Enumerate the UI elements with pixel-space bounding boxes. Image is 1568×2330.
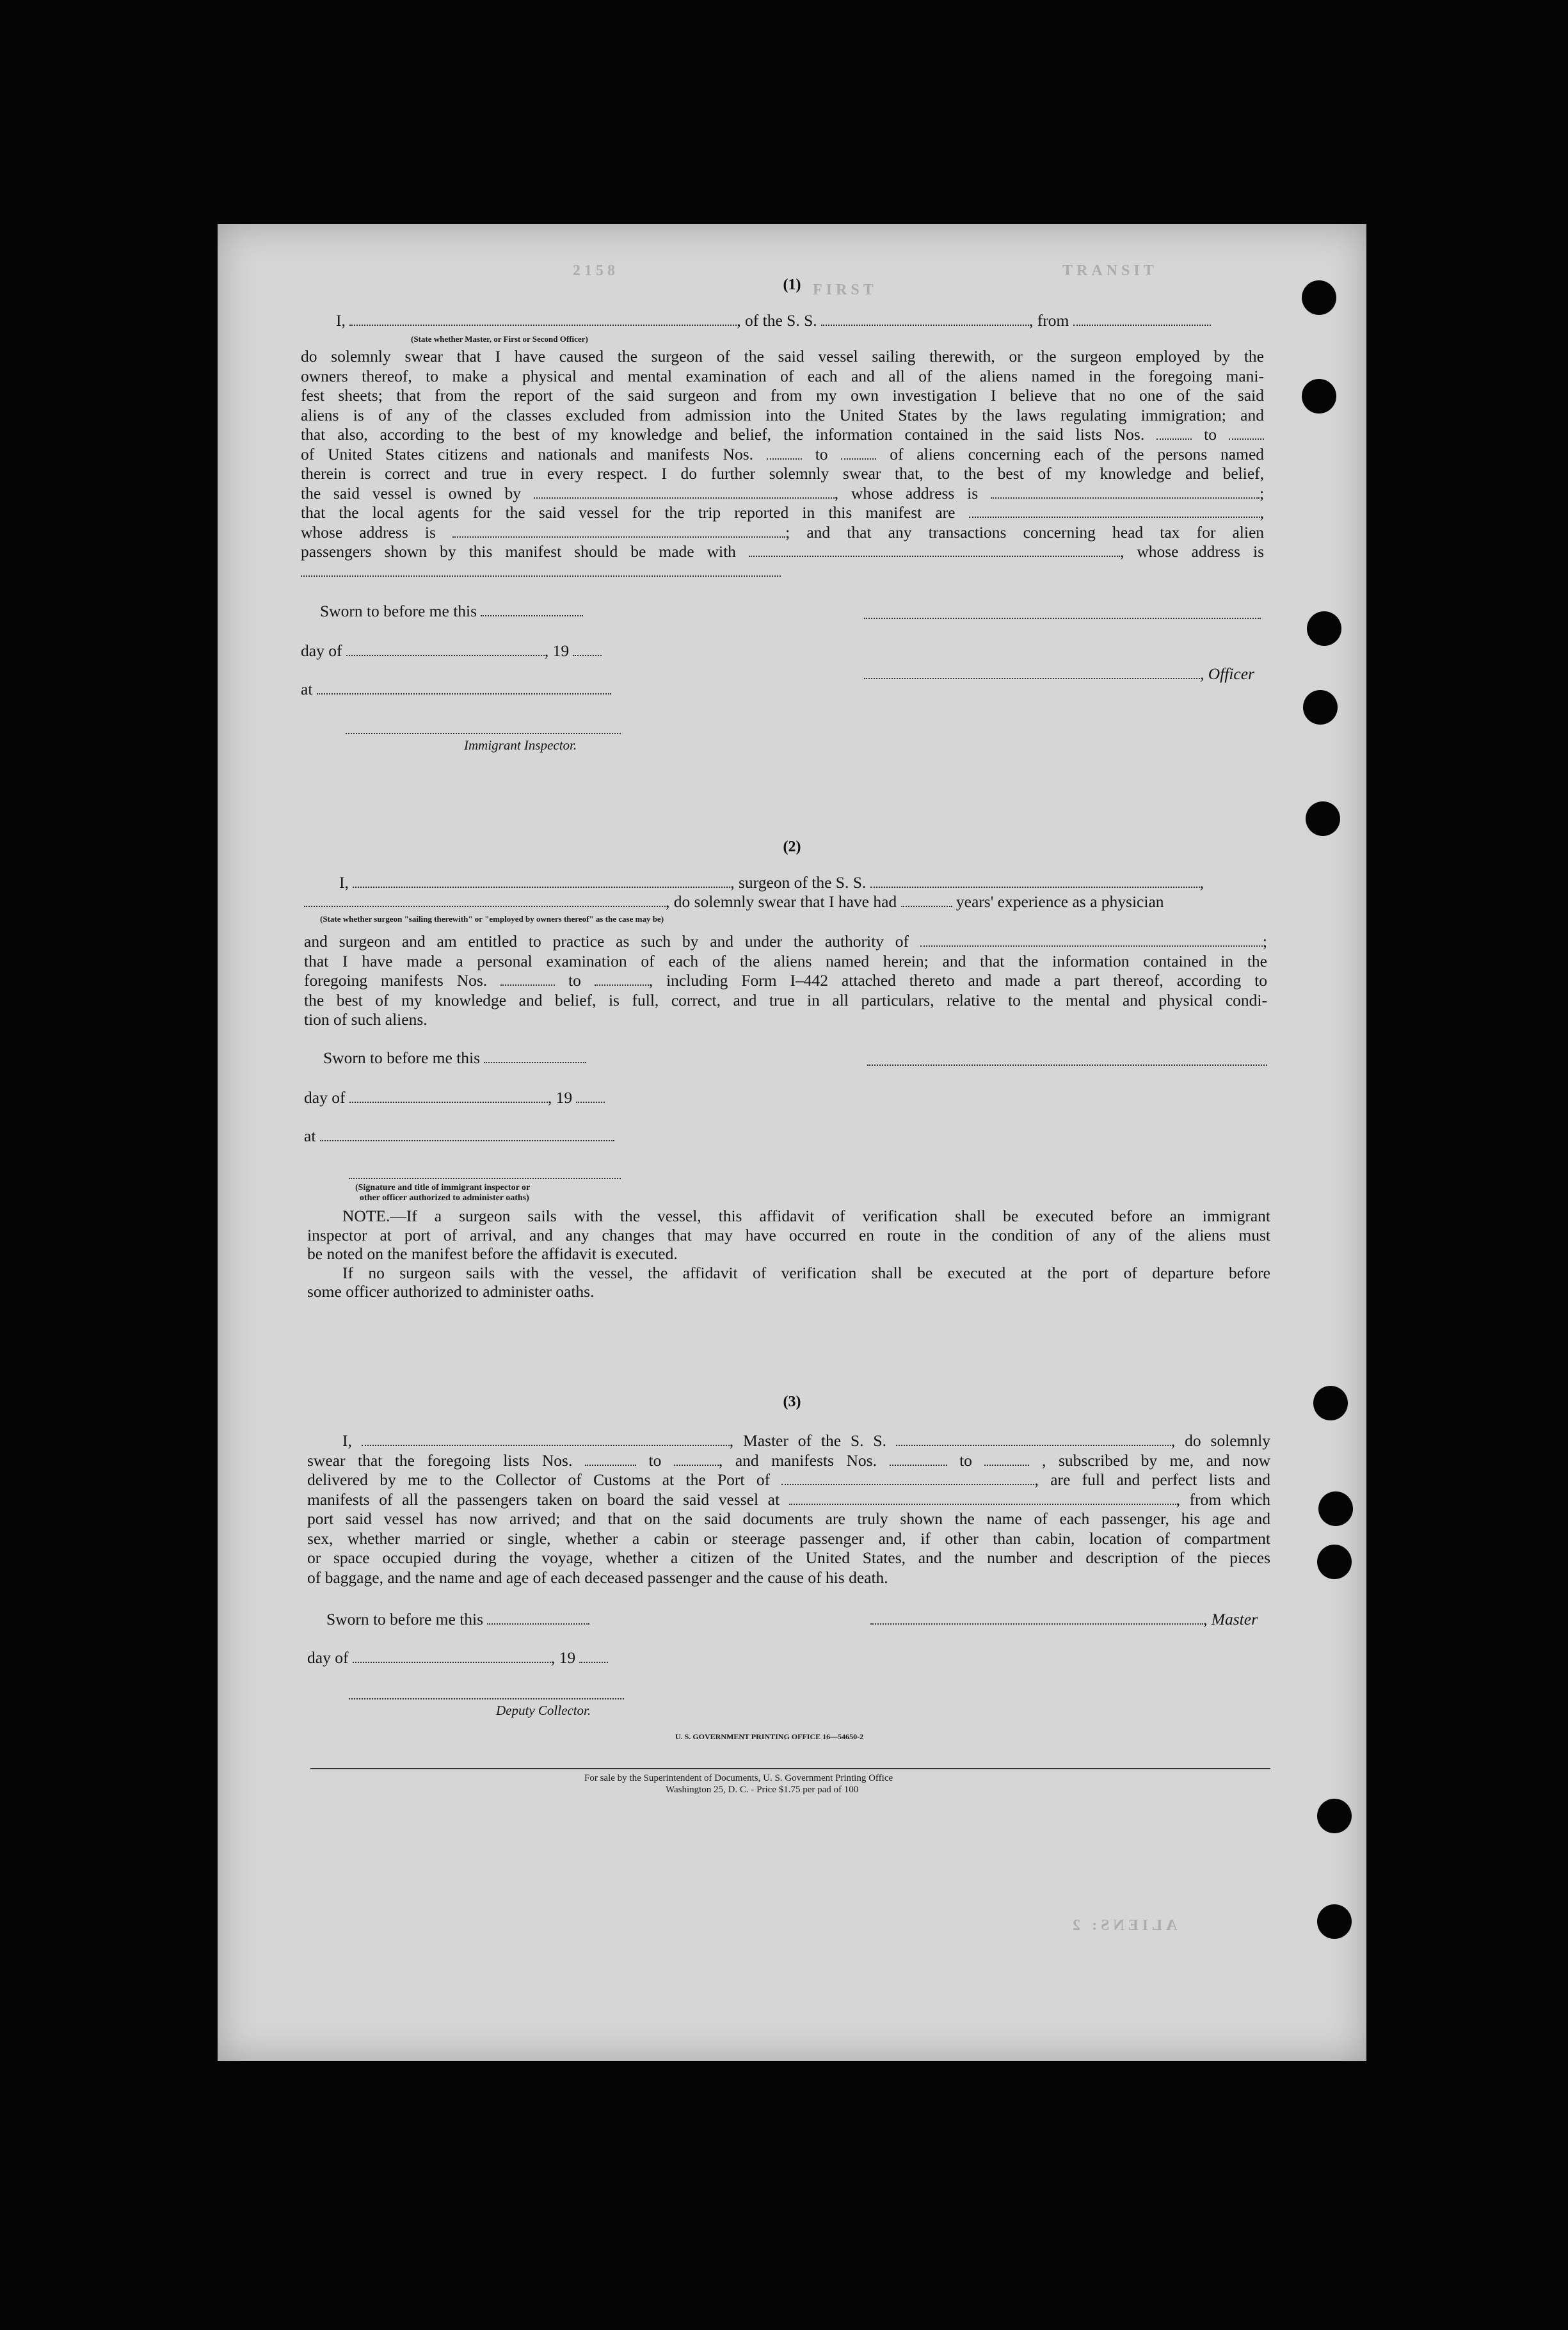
section3-sworn: Sworn to before me this [326, 1610, 589, 1629]
section2-note-surgeon: (State whether surgeon "sailing therewith" or "employed by owners thereof" as the case may be) [320, 914, 664, 924]
punch-hole-6 [1313, 1386, 1348, 1420]
section2-heading: (2) [783, 839, 801, 855]
section1-at: at [301, 680, 611, 699]
punch-hole-10 [1317, 1904, 1352, 1939]
section3-day: day of , 19 [307, 1648, 608, 1667]
section2-note: NOTE.—If a surgeon sails with the vessel, this affidavit of verification shall be executed before an immigrant inspector at port of arrival, and any changes that may have occurred en route in the condition of any of the aliens must be noted on the manifest before the affidavit is executed. If no surgeon sails with the vessel, the affidavit of verification shall be executed at the port of departure before some officer authorized to administer oaths. [307, 1207, 1270, 1301]
punch-hole-4 [1303, 690, 1338, 725]
section2-line2: , do solemnly swear that I have had years' experience as a physician [304, 892, 1164, 912]
section3-deputy-line [349, 1698, 624, 1699]
ghost-stamp-transit: TRANSIT [1062, 262, 1158, 279]
section2-day: day of , 19 [304, 1088, 605, 1107]
section2-sig-note-1: (Signature and title of immigrant inspector or [355, 1183, 531, 1193]
section1-day: day of , 19 [301, 641, 602, 661]
section3-deputy-label: Deputy Collector. [496, 1703, 591, 1718]
punch-hole-3 [1307, 611, 1341, 646]
ghost-stamp-first: FIRST [813, 282, 877, 298]
footer-rule [310, 1768, 1270, 1769]
section3-paragraph: I, , Master of the S. S. , do solemnly swear that the foregoing lists Nos. to , and manifests Nos. to , subscribed by me, and now delivered by me to the Collector of Customs at the Port of , are full and perfect lists and manifests of all the passengers taken on board the said vessel at , from which port said vessel has now arrived; and that on the said documents are truly shown the name of each passenger, his age and sex, whether married or single, whether a cabin or steerage passenger and, if other than cabin, location of compartment or space occupied during the voyage, whether a citizen of the United States, and the number and description of the pieces of baggage, and the name and age of each deceased passenger and the cause of his death. [307, 1431, 1271, 1587]
manifest-affidavit-page [218, 224, 1366, 2061]
punch-hole-1 [1302, 280, 1336, 315]
sale-line-2: Washington 25, D. C. - Price $1.75 per pad of 100 [666, 1785, 859, 1795]
section1-note-master: (State whether Master, or First or Second Officer) [411, 334, 588, 344]
section1-paragraph: do solemnly swear that I have caused the surgeon of the said vessel sailing therewith, or the surgeon employed by the owners thereof, to make a physical and mental examination of each and all of the aliens named in the foregoing mani- fest sheets; that from the report of the said surgeon and from my own investigation I believe that no one of the said aliens is of any of the classes excluded from admission into the United States by the laws regulating immigration; and that also, according to the best of my knowledge and belief, the information contained in the said lists Nos. to of United States citizens and nationals and manifests Nos. to of aliens concerning each of the persons named therein is correct and true in every respect. I do further solemnly swear that, to the best of my knowledge and belief, the said vessel is owned by , whose address is ; that the local agents for the said vessel for the trip reported in this manifest are , whose address is ; and that any transactions concerning head tax for alien passengers shown by this manifest should be made with , whose address is [301, 347, 1264, 581]
section1-line1: I, , of the S. S. , from [336, 311, 1246, 330]
section2-line1: I, , surgeon of the S. S. , [339, 873, 1204, 892]
ghost-mirror-aliens: ALIENS: 2 [1069, 1917, 1178, 1934]
ghost-stamp-number: 2158 [573, 262, 619, 279]
section2-sig-note-2: other officer authorized to administer oaths) [360, 1193, 529, 1203]
sale-line-1: For sale by the Superintendent of Documents, U. S. Government Printing Office [584, 1773, 893, 1783]
section1-officer-line-1 [864, 618, 1261, 619]
section2-paragraph: and surgeon and am entitled to practice as such by and under the authority of ; that I have made a personal examination of each of the aliens named herein; and that the information contained in the foregoing manifests Nos. to , including Form I–442 attached thereto and made a part thereof, according to the best of my knowledge and belief, is full, correct, and true in all particulars, relative to the mental and physical condi- tion of such aliens. [304, 932, 1268, 1029]
punch-hole-8 [1317, 1545, 1352, 1579]
punch-hole-9 [1317, 1799, 1352, 1833]
section1-heading: (1) [783, 277, 801, 293]
gpo-imprint: U. S. GOVERNMENT PRINTING OFFICE 16—54650-2 [675, 1732, 864, 1741]
section2-at: at [304, 1127, 614, 1146]
punch-hole-2 [1302, 379, 1336, 414]
section1-officer: , Officer [864, 664, 1254, 684]
section1-sworn: Sworn to before me this [320, 602, 583, 621]
section1-inspector-line [346, 733, 621, 734]
punch-hole-7 [1318, 1491, 1353, 1526]
section2-sworn: Sworn to before me this [323, 1048, 586, 1068]
section3-heading: (3) [783, 1394, 801, 1410]
section3-master: , Master [870, 1610, 1258, 1629]
section2-surgeon-line [867, 1065, 1267, 1066]
section2-inspector-line [349, 1178, 621, 1179]
punch-hole-5 [1306, 801, 1340, 836]
section1-inspector-label: Immigrant Inspector. [464, 737, 577, 753]
